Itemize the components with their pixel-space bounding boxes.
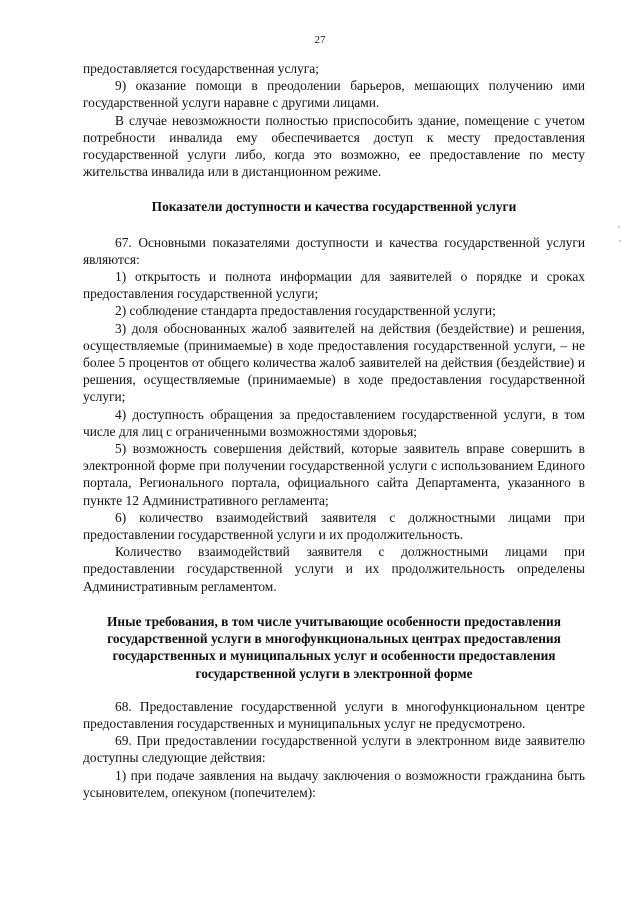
paragraph: 69. При предоставлении государственной услуги в электронном виде заявителю доступны следующие действия: xyxy=(83,733,585,766)
paragraph: 67. Основными показателями доступности и качества государственной услуги являются: xyxy=(83,234,585,267)
list-item: 4) доступность обращения за предоставлением государственной услуги, в том числе для лиц с ограниченными возможностями здоровья; xyxy=(83,406,585,439)
list-item: 2) соблюдение стандарта предоставления государственной услуги; xyxy=(115,303,496,319)
document-body xyxy=(83,60,585,801)
paragraph: 68. Предоставление государственной услуги в многофункциональном центре предоставления государственных и муниципальных услуг не предусмотрено. xyxy=(83,698,585,731)
paragraph: предоставляется государственная услуга; xyxy=(83,61,319,76)
section-heading: Показатели доступности и качества государственной услуги xyxy=(151,199,517,215)
scan-speck xyxy=(619,240,621,242)
scan-speck xyxy=(618,226,620,228)
paragraph: 9) оказание помощи в преодолении барьеров, мешающих получению ими государственной услуги наравне с другими лицами. xyxy=(83,78,585,111)
list-item: 6) количество взаимодействий заявителя с должностными лицами при предоставлении государственной услуги и их продолжительность. xyxy=(83,509,585,543)
paragraph: В случае невозможности полностью приспособить здание, помещение с учетом потребности инвалида ему обеспечивается доступ к месту предоставления государственной услуги либо, когда это возможно, ее предоставление по месту жительства инвалида или в дистанционном режиме. xyxy=(83,112,585,180)
list-item: 1) открытость и полнота информации для заявителей о порядке и сроках предоставления государственной услуги; xyxy=(83,269,585,302)
section-heading: Иные требования, в том числе учитывающие особенности предоставления государственной услуги в многофункциональных центрах предоставления государственных и муниципальных услуг и особенности предоставления государственной услуги в электронной форме xyxy=(106,613,562,681)
list-item: 3) доля обоснованных жалоб заявителей на действия (бездействие) и решения, осуществляемые (принимаемые) в ходе предоставления государственной услуги, – не более 5 процентов от общего количества жалоб заявителей на действия (бездействие) и решения, осуществляемые (принимаемые) в ходе предоставления государственной услуги; xyxy=(83,320,585,405)
paragraph: Количество взаимодействий заявителя с должностными лицами при предоставлении государственной услуги и их продолжительность определены Административным регламентом. xyxy=(83,544,585,594)
page-number: 27 xyxy=(314,34,326,46)
list-item: 1) при подаче заявления на выдачу заключения о возможности гражданина быть усыновителем, опекуном (попечителем): xyxy=(83,767,585,800)
list-item: 5) возможность совершения действий, которые заявитель вправе совершить в электронной форме при получении государственной услуги с использованием Единого портала, Регионального портала, официального сайта Департамента, указанного в пункте 12 Административного регламента; xyxy=(83,441,585,508)
